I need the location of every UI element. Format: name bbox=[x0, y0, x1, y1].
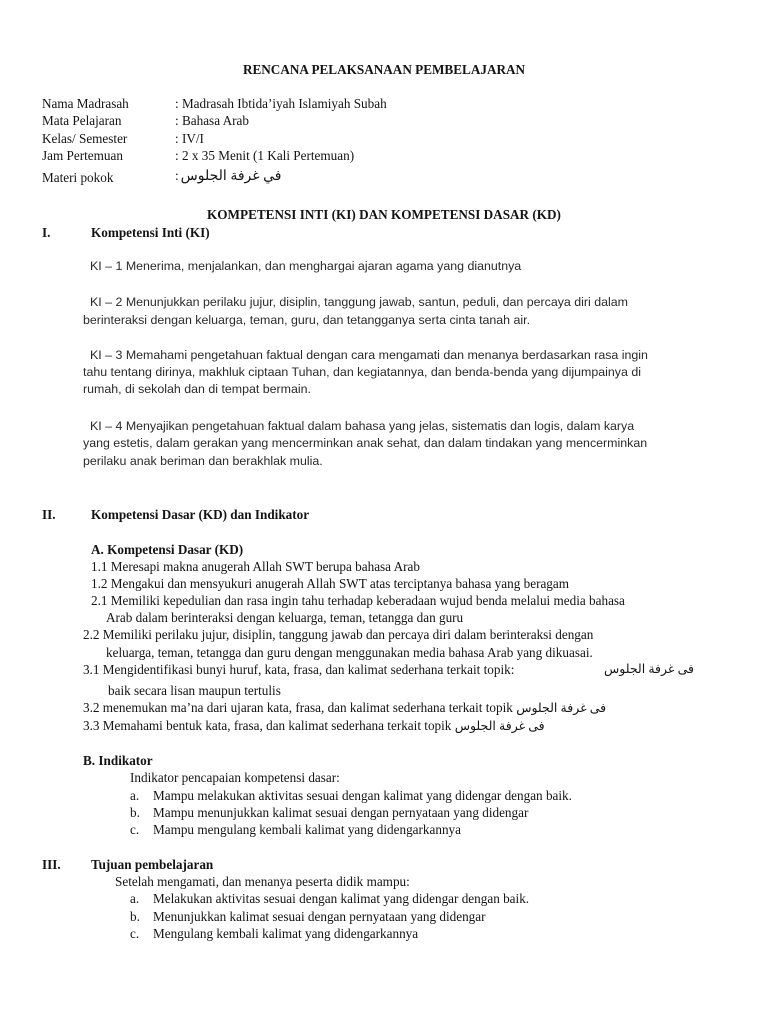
kd-item: 1.1 Meresapi makna anugerah Allah SWT berupa bahasa Arab bbox=[91, 559, 420, 574]
list-marker: b. bbox=[130, 909, 140, 924]
identity-label: Materi pokok bbox=[42, 170, 114, 185]
list-marker: a. bbox=[130, 788, 140, 803]
ki-4-text: perilaku anak beriman dan berakhlak mulia. bbox=[83, 454, 323, 468]
kd-item bbox=[83, 700, 606, 716]
kd-arabic-topic: فى غرفة الجلوس bbox=[604, 662, 694, 676]
identity-value: : Madrasah Ibtida’iyah Islamiyah Subah bbox=[175, 96, 387, 111]
identity-label: Mata Pelajaran bbox=[42, 113, 122, 128]
kd-item: Arab dalam berinteraksi dengan keluarga, teman, tetangga dan guru bbox=[106, 610, 464, 625]
kd-text: 3.3 Memahami bentuk kata, frasa, dan kalimat sederhana terkait topik bbox=[83, 718, 452, 733]
objective-intro: Setelah mengamati, dan menanya peserta didik mampu: bbox=[115, 874, 410, 889]
indicator-intro: Indikator pencapaian kompetensi dasar: bbox=[130, 770, 340, 785]
kd-item: 2.1 Memiliki kepedulian dan rasa ingin tahu terhadap keberadaan wujud benda melalui media bahasa bbox=[91, 593, 625, 608]
section-title: Kompetensi Dasar (KD) dan Indikator bbox=[91, 507, 310, 522]
list-marker: c. bbox=[130, 822, 140, 837]
section-heading: KOMPETENSI INTI (KI) DAN KOMPETENSI DASAR (KD) bbox=[207, 207, 561, 222]
section-number: III. bbox=[42, 857, 61, 872]
section-number: II. bbox=[42, 507, 56, 522]
identity-value: : IV/I bbox=[175, 131, 204, 146]
section-number: I. bbox=[42, 225, 51, 240]
subsection-title: A. Kompetensi Dasar (KD) bbox=[91, 542, 244, 557]
identity-value: : Bahasa Arab bbox=[175, 113, 249, 128]
ki-2-text: KI – 2 Menunjukkan perilaku jujur, disiplin, tanggung jawab, santun, peduli, dan percaya diri dalam bbox=[90, 295, 628, 309]
objective-item: Menunjukkan kalimat sesuai dengan pernyataan yang didengar bbox=[153, 909, 486, 924]
identity-value bbox=[175, 168, 281, 185]
identity-label: Kelas/ Semester bbox=[42, 131, 128, 146]
ki-4-text: yang estetis, dalam gerakan yang mencerminkan anak sehat, dan dalam tindakan yang mencerminkan bbox=[83, 436, 648, 450]
kd-item bbox=[83, 662, 514, 678]
objective-item: Mengulang kembali kalimat yang didengarkannya bbox=[153, 926, 419, 941]
kd-item bbox=[83, 718, 545, 734]
ki-2-text: berinteraksi dengan keluarga, teman, guru, dan tetangganya serta cinta tanah air. bbox=[83, 313, 531, 327]
kd-item: 2.2 Memiliki perilaku jujur, disiplin, tanggung jawab dan percaya diri dalam berinteraksi dengan bbox=[83, 627, 594, 642]
kd-item: 1.2 Mengakui dan mensyukuri anugerah Allah SWT atas terciptanya bahasa yang beragam bbox=[91, 576, 570, 591]
ki-3-text: rumah, di sekolah dan di tempat bermain. bbox=[83, 382, 311, 396]
indicator-item: Mampu mengulang kembali kalimat yang didengarkannya bbox=[153, 822, 461, 837]
list-marker: c. bbox=[130, 926, 140, 941]
kd-arabic-topic: فى غرفة الجلوس bbox=[516, 701, 607, 715]
kd-text: 3.2 menemukan ma’na dari ujaran kata, frasa, dan kalimat sederhana terkait topik bbox=[83, 700, 513, 715]
indicator-item: Mampu melakukan aktivitas sesuai dengan kalimat yang didengar dengan baik. bbox=[153, 788, 572, 803]
identity-colon: : bbox=[175, 168, 179, 183]
ki-3-text: tahu tentang dirinya, makhluk ciptaan Tuhan, dan kegiatannya, dan benda-benda yang dijumpainya di bbox=[83, 365, 641, 379]
kd-text: 3.1 Mengidentifikasi bunyi huruf, kata, frasa, dan kalimat sederhana terkait topik: bbox=[83, 662, 515, 677]
kd-arabic-topic: فى غرفة الجلوس bbox=[454, 719, 545, 733]
kd-item: keluarga, teman, tetangga dan guru dengan menggunakan media bahasa Arab yang dikuasai. bbox=[106, 645, 593, 660]
indicator-item: Mampu menunjukkan kalimat sesuai dengan pernyataan yang didengar bbox=[153, 805, 529, 820]
objective-item: Melakukan aktivitas sesuai dengan kalimat yang didengar dengan baik. bbox=[153, 891, 530, 906]
identity-label: Nama Madrasah bbox=[42, 96, 129, 111]
ki-1-text: KI – 1 Menerima, menjalankan, dan menghargai ajaran agama yang dianutnya bbox=[90, 259, 522, 273]
list-marker: b. bbox=[130, 805, 140, 820]
identity-value: : 2 x 35 Menit (1 Kali Pertemuan) bbox=[175, 148, 355, 163]
ki-4-text: KI – 4 Menyajikan pengetahuan faktual dalam bahasa yang jelas, sistematis dan logis, dalam karya bbox=[90, 419, 635, 433]
identity-label: Jam Pertemuan bbox=[42, 148, 123, 163]
section-title: Tujuan pembelajaran bbox=[91, 857, 214, 872]
section-title: Kompetensi Inti (KI) bbox=[91, 225, 210, 240]
ki-3-text: KI – 3 Memahami pengetahuan faktual dengan cara mengamati dan menanya berdasarkan rasa ingin bbox=[90, 348, 648, 362]
kd-item: baik secara lisan maupun tertulis bbox=[108, 683, 281, 698]
subsection-title: B. Indikator bbox=[83, 753, 153, 768]
document-title: RENCANA PELAKSANAAN PEMBELAJARAN bbox=[242, 62, 526, 77]
list-marker: a. bbox=[130, 891, 140, 906]
materi-pokok-arabic: في غرفة الجلوس bbox=[180, 169, 282, 184]
